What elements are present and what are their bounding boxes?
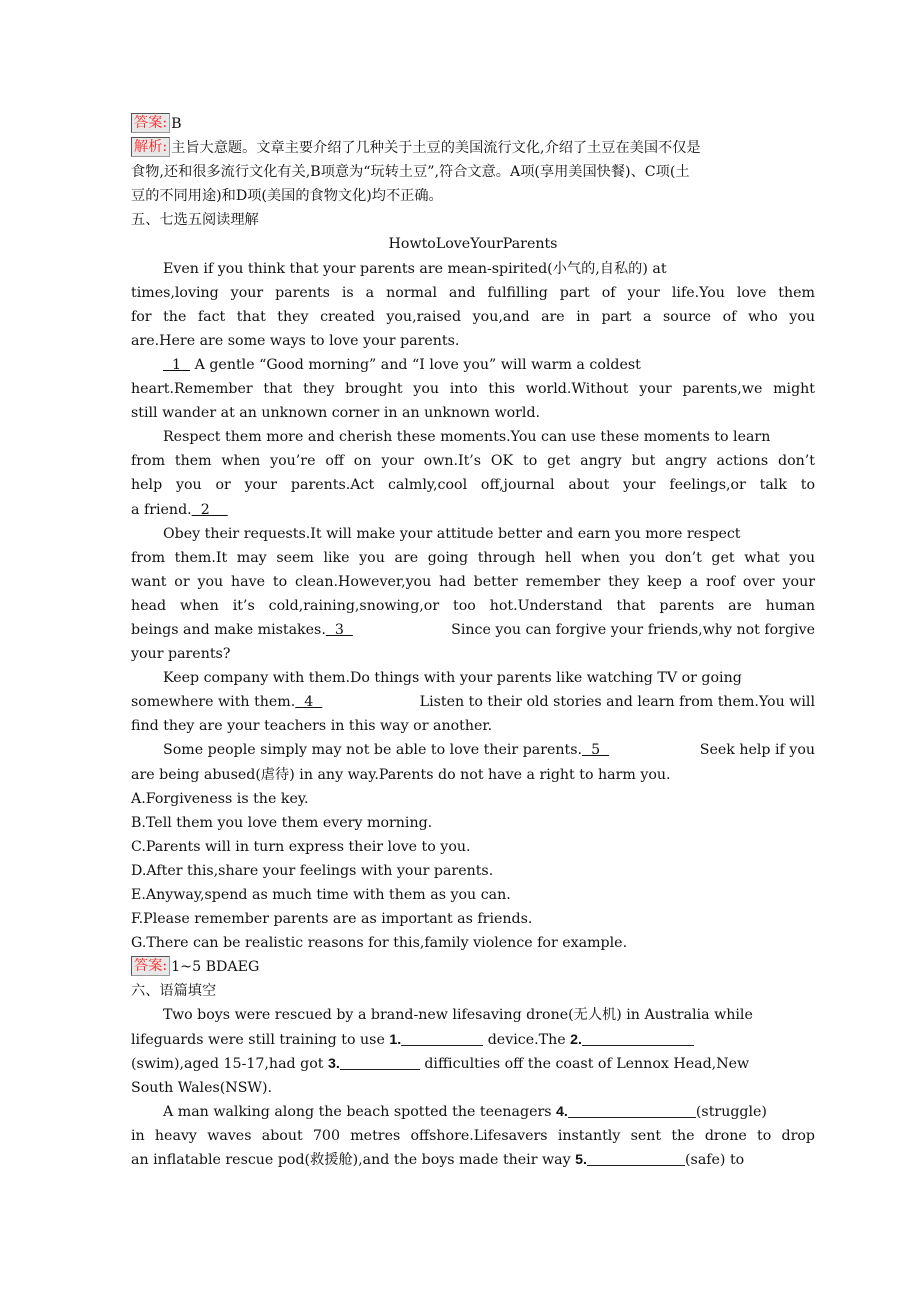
blank-number-1: 1.	[389, 1031, 402, 1048]
paragraph-line: for the fact that they created you,raised you,and are in part a source of who you	[131, 308, 815, 325]
section-heading: 六、语篇填空	[131, 983, 217, 1000]
option-d: D.After this,share your feelings with your parents.	[131, 862, 494, 879]
fill-blank-2[interactable]	[582, 1029, 694, 1046]
answer-row	[131, 112, 815, 136]
paragraph-line: Obey their requests.It will make your attitude better and earn you more respect	[163, 525, 741, 542]
paragraph-text: Since you can forgive your friends,why not forgive	[451, 621, 815, 638]
paragraph-line: are.Here are some ways to love your parents.	[131, 332, 460, 349]
analysis-label: 解析:	[131, 137, 170, 157]
analysis-text: 食物,还和很多流行文化有关,B项意为“玩转土豆”,符合文意。A项(享用美国快餐)、C项(土	[131, 164, 690, 181]
paragraph-text: Listen to their old stories and learn from them.You will	[419, 694, 815, 711]
paragraph-line: still wander at an unknown corner in an unknown world.	[131, 405, 541, 422]
paragraph-line: Respect them more and cherish these moments.You can use these moments to learn	[163, 429, 771, 446]
answer-label: 答案:	[131, 113, 170, 133]
paragraph-text: a friend.	[131, 501, 192, 518]
paragraph-text: Seek help if you	[699, 742, 815, 759]
paragraph-line	[131, 1052, 815, 1076]
document-page	[131, 112, 815, 1172]
paragraph-text: A gentle “Good morning” and “I love you” will warm a coldest	[194, 356, 641, 373]
paragraph-text: (safe) to	[685, 1152, 745, 1169]
paragraph-line	[131, 1148, 821, 1172]
paragraph-line: in heavy waves about 700 metres offshore.Lifesavers instantly sent the drone to drop	[131, 1127, 815, 1144]
option-e: E.Anyway,spend as much time with them as you can.	[131, 887, 511, 903]
answer-value: B	[171, 116, 182, 132]
paragraph-text: difficulties off the coast of Lennox Head,New	[424, 1055, 750, 1072]
paragraph-line: your parents?	[131, 646, 231, 663]
paragraph-line: South Wales(NSW).	[131, 1079, 273, 1096]
blank-2[interactable]: 2	[191, 501, 228, 518]
paragraph-line	[131, 1100, 815, 1124]
blank-number-3: 3.	[327, 1055, 340, 1072]
paragraph-line	[131, 498, 815, 522]
paragraph-line: heart.Remember that they brought you into this world.Without your parents,we might	[131, 381, 815, 398]
paragraph-line: Even if you think that your parents are mean-spirited(小气的,自私的) at	[163, 260, 667, 277]
passage-title: HowtoLoveYourParents	[388, 236, 558, 253]
paragraph-text: an inflatable rescue pod(救援舱),and the boys made their way	[131, 1152, 571, 1169]
paragraph-line: Keep company with them.Do things with your parents like watching TV or going	[163, 670, 742, 687]
answer-value: 1~5 BDAEG	[171, 959, 260, 976]
paragraph-line: Two boys were rescued by a brand-new lifesaving drone(无人机) in Australia while	[163, 1007, 753, 1024]
paragraph-line	[131, 353, 815, 377]
blank-number-4: 4.	[556, 1103, 568, 1120]
answer-row	[131, 955, 815, 979]
fill-blank-3[interactable]	[340, 1053, 420, 1070]
option-b: B.Tell them you love them every morning.	[131, 814, 433, 831]
fill-blank-1[interactable]	[401, 1029, 483, 1046]
paragraph-line	[131, 1028, 815, 1052]
paragraph-text: (struggle)	[695, 1103, 767, 1120]
paragraph-line: are being abused(虐待) in any way.Parents do not have a right to harm you.	[131, 766, 671, 783]
option-g: G.There can be realistic reasons for this,family violence for example.	[131, 935, 628, 952]
option-c: C.Parents will in turn express their love to you.	[131, 838, 471, 855]
answer-label: 答案:	[131, 956, 170, 976]
paragraph-line	[131, 738, 815, 762]
analysis-text: 豆的不同用途)和D项(美国的食物文化)均不正确。	[131, 188, 443, 205]
paragraph-line: from them when you’re off on your own.It’s OK to get angry but angry actions don’t	[131, 453, 815, 470]
blank-5[interactable]: 5	[582, 742, 610, 759]
paragraph-line: help you or your parents.Act calmly,cool off,journal about your feelings,or talk to	[131, 477, 815, 494]
paragraph-line	[131, 618, 815, 642]
paragraph-line: find they are your teachers in this way or another.	[131, 718, 493, 735]
section-heading: 五、七选五阅读理解	[131, 212, 259, 229]
analysis-text: 主旨大意题。文章主要介绍了几种关于土豆的美国流行文化,介绍了土豆在美国不仅是	[171, 140, 701, 157]
analysis-row	[131, 136, 815, 160]
paragraph-line: from them.It may seem like you are going through hell when you don’t get what you	[131, 549, 815, 566]
blank-3[interactable]: 3	[325, 621, 353, 638]
blank-number-2: 2.	[570, 1031, 582, 1048]
paragraph-text: (swim),aged 15-17,had got	[131, 1055, 324, 1072]
paragraph-line	[131, 690, 815, 714]
fill-blank-5[interactable]	[587, 1149, 685, 1166]
blank-number-5: 5.	[575, 1152, 587, 1169]
paragraph-text: device.The	[487, 1031, 566, 1048]
option-f: F.Please remember parents are as important as friends.	[131, 911, 533, 928]
paragraph-text: beings and make mistakes.	[131, 621, 326, 638]
paragraph-text: Some people simply may not be able to love their parents.	[163, 742, 583, 759]
paragraph-line: head when it’s cold,raining,snowing,or too hot.Understand that parents are human	[131, 597, 815, 614]
blank-1[interactable]: 1	[163, 356, 191, 373]
paragraph-line: want or you have to clean.However,you had better remember they keep a roof over your	[131, 573, 815, 590]
paragraph-text: somewhere with them.	[131, 694, 296, 711]
paragraph-text: A man walking along the beach spotted the teenagers	[163, 1103, 552, 1120]
option-a: A.Forgiveness is the key.	[131, 790, 309, 807]
paragraph-text: lifeguards were still training to use	[131, 1031, 385, 1048]
paragraph-line: times,loving your parents is a normal and fulfilling part of your life.You love them	[131, 284, 815, 301]
blank-4[interactable]: 4	[295, 694, 323, 711]
fill-blank-4[interactable]	[568, 1101, 696, 1118]
